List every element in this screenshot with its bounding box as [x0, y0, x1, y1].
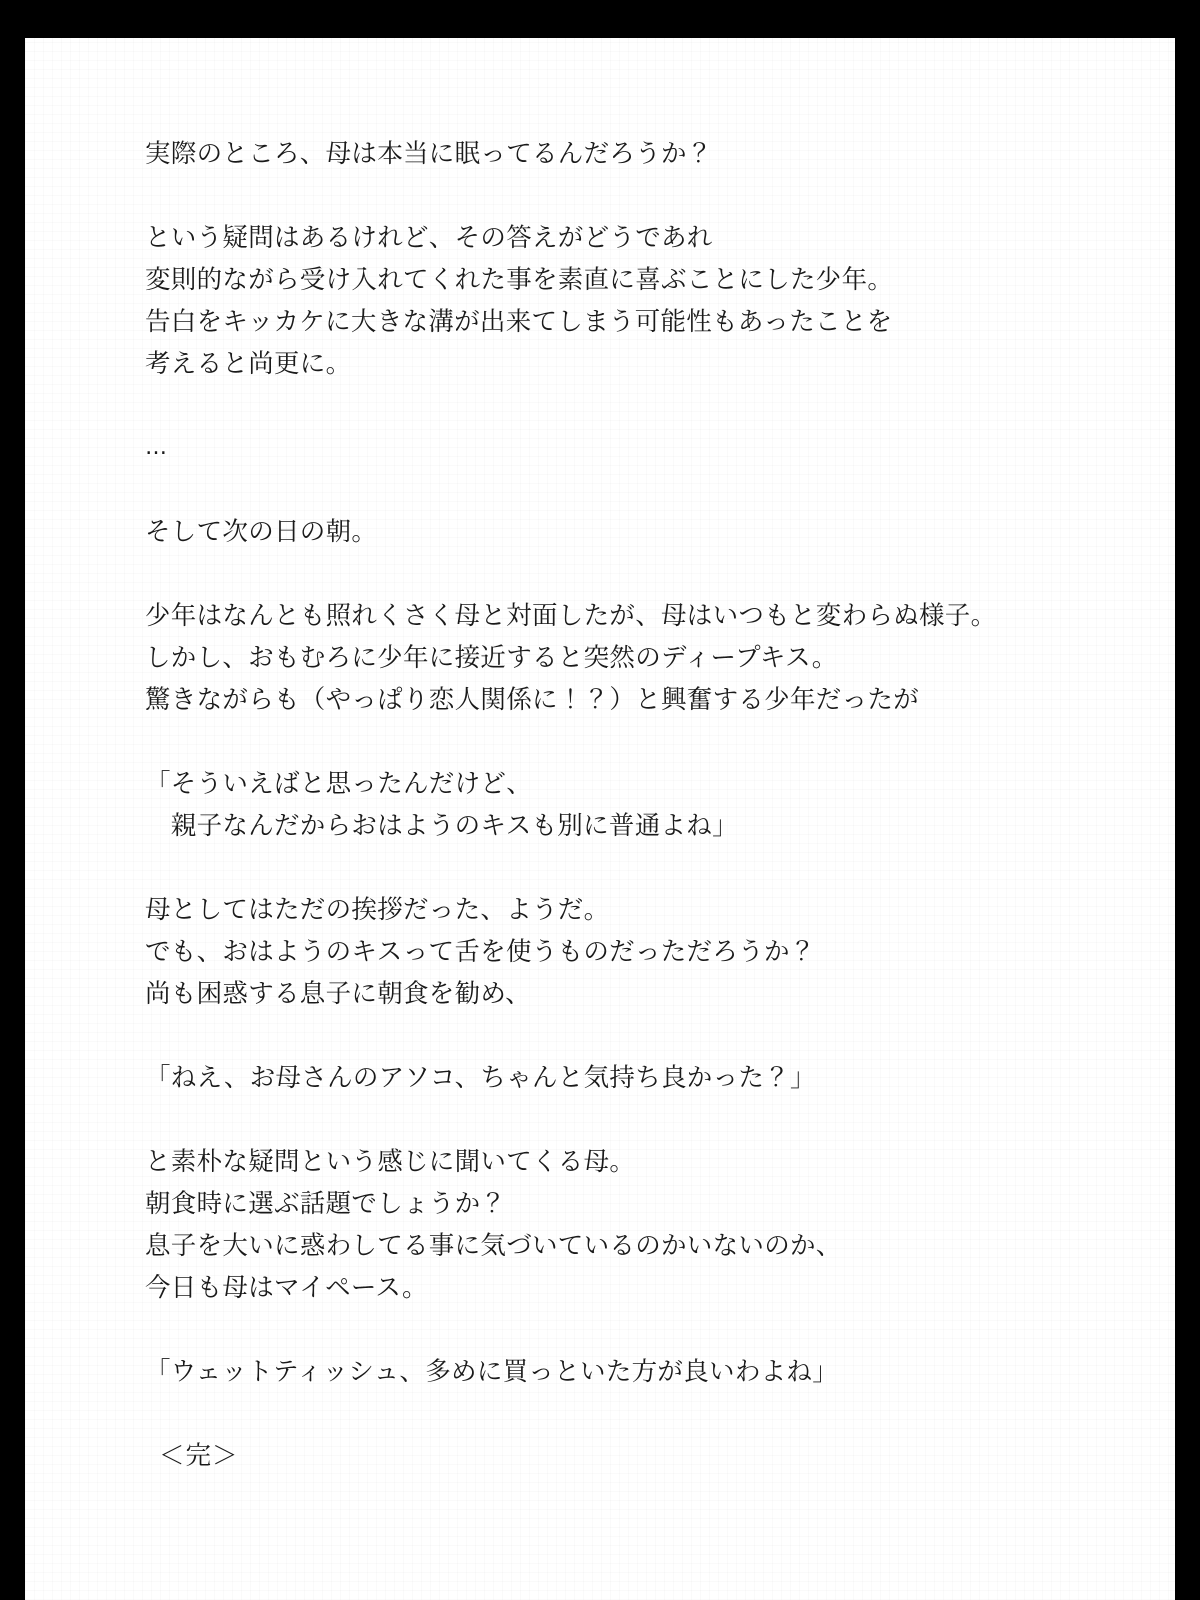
paragraph-dialogue-2 — [145, 1057, 1105, 1099]
paragraph-end-mark — [145, 1435, 1105, 1477]
paper-sheet — [25, 38, 1175, 1600]
text-line: という疑問はあるけれど、その答えがどうであれ — [145, 223, 713, 253]
text-line: しかし、おもむろに少年に接近すると突然のディープキス。 — [145, 643, 838, 673]
text-line: 変則的ながら受け入れてくれた事を素直に喜ぶことにした少年。 — [145, 265, 894, 295]
text-line: でも、おはようのキスって舌を使うものだっただろうか？ — [145, 937, 816, 967]
text-line: … — [145, 435, 169, 460]
text-line: そして次の日の朝。 — [145, 517, 378, 547]
text-line: 今日も母はマイペース。 — [145, 1273, 428, 1303]
story-text-block — [145, 133, 1105, 1477]
text-line: 「ねえ、お母さんのアソコ、ちゃんと気持ち良かった？」 — [145, 1063, 816, 1093]
text-line: と素朴な疑問という感じに聞いてくる母。 — [145, 1147, 636, 1177]
paragraph-1 — [145, 133, 1105, 175]
text-line: 少年はなんとも照れくさく母と対面したが、母はいつもと変わらぬ様子。 — [145, 601, 997, 631]
text-line: 親子なんだからおはようのキスも別に普通よね」 — [145, 811, 738, 841]
paragraph-dialogue-1 — [145, 763, 1105, 847]
paragraph-4 — [145, 511, 1105, 553]
paragraph-5 — [145, 595, 1105, 721]
paragraph-ellipsis — [145, 427, 1105, 469]
text-line: 息子を大いに惑わしてる事に気づいているのかいないのか、 — [145, 1231, 842, 1261]
text-line: 告白をキッカケに大きな溝が出来てしまう可能性もあったことを — [145, 307, 893, 337]
paragraph-2 — [145, 217, 1105, 385]
text-line: 朝食時に選ぶ話題でしょうか？ — [145, 1189, 507, 1219]
text-line: 驚きながらも（やっぱり恋人関係に！？）と興奮する少年だったが — [145, 685, 920, 715]
text-line: 尚も困惑する息子に朝食を勧め、 — [145, 979, 531, 1009]
paragraph-9 — [145, 1141, 1105, 1309]
text-line: 考えると尚更に。 — [145, 349, 352, 379]
text-line: ＜完＞ — [159, 1441, 239, 1471]
text-line: 「ウェットティッシュ、多めに買っといた方が良いわよね」 — [145, 1357, 839, 1387]
text-line: 実際のところ、母は本当に眠ってるんだろうか？ — [145, 139, 713, 169]
paragraph-7 — [145, 889, 1105, 1015]
paragraph-dialogue-3 — [145, 1351, 1105, 1393]
text-line: 「そういえばと思ったんだけど、 — [145, 769, 533, 799]
text-line: 母としてはただの挨拶だった、ようだ。 — [145, 895, 610, 925]
